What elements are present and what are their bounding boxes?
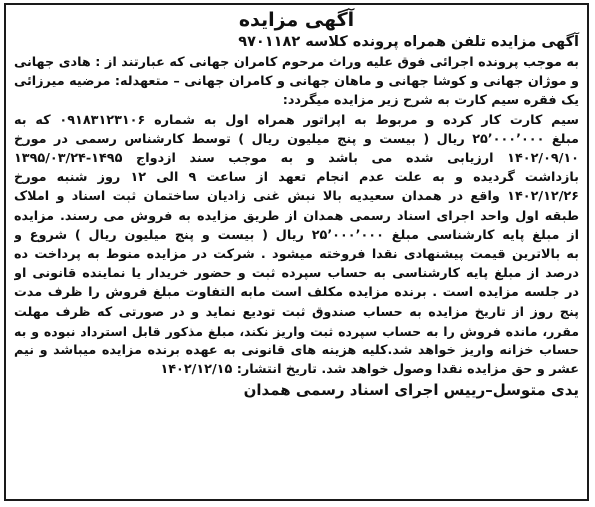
notice-title: آگهی مزایده: [238, 9, 355, 31]
notice-frame: [4, 3, 589, 501]
body-line: ۱۴۰۲/۰۹/۱۰ ارزیابی شده می باشد و به موجب سند ازدواج ۱۴۹۵-۱۳۹۵/۰۳/۲۴: [14, 151, 579, 167]
body-line: در جلسه مزایده است . برنده مزایده مکلف است مابه التفاوت مبلغ فروش را ظرف مدت: [14, 285, 579, 301]
body-line: مقرر، مانده فروش را به حساب سپرده ثبت واریز نکند، مبلغ مذکور قابل استرداد نبوده و به: [14, 323, 579, 339]
body-line-publish-date: عشر و حق مزایده نقدا وصول خواهد شد. تاریخ انتشار: ۱۴۰۲/۱۲/۱۵: [160, 362, 579, 378]
case-number-line: آگهی مزایده تلفن همراه پرونده کلاسه ۹۷۰۱۱۸۲: [238, 34, 579, 50]
signature-line: یدی متوسل–رییس اجرای اسناد رسمی همدان: [243, 381, 579, 400]
body-line: ۱۴۰۲/۱۲/۲۶ واقع در همدان سعیدیه بالا نبش غنی زادیان ساختمان ثبت اسناد و املاک: [14, 189, 579, 205]
body-line: یک فقره سیم کارت به شرح زیر مزایده میگردد:: [282, 93, 579, 109]
body-line: از مبلغ پایه کارشناسی مبلغ ۲۵٬۰۰۰٬۰۰۰ ریال ( بیست و پنج میلیون ریال ) شروع و: [14, 227, 579, 243]
body-line: درصد از مبلغ پایه کارشناسی به حساب سپرده ثبت و حضور خریدار یا نماینده قانونی او: [14, 266, 579, 282]
body-line: طبقه اول واحد اجرای اسناد رسمی همدان از طریق مزایده به فروش می رسند. مزایده: [14, 208, 579, 224]
body-line: حساب خزانه واریز خواهد شد.کلیه هزینه های قانونی به عهده برنده مزایده میباشد و نیم: [14, 343, 579, 359]
body-line: مبلغ ۲۵٬۰۰۰٬۰۰۰ ریال ( بیست و پنج میلیون ریال ) توسط کارشناس رسمی در مورخ: [14, 131, 579, 147]
body-line: بازداشت گردیده و به علت عدم انجام تعهد از ساعت ۹ الی ۱۲ روز شنبه مورخ: [14, 170, 579, 186]
notice-body: [14, 53, 579, 379]
body-line: سیم کارت کار کرده و مربوط به اپراتور همراه اول به شماره ۰۹۱۸۳۱۲۳۱۰۶ که به: [14, 112, 579, 128]
body-line: به بالاترین قیمت پیشنهادی نقدا فروخته میشود . شرکت در مزایده منوط به پرداخت ده: [14, 247, 579, 263]
body-line: به موجب پرونده اجرائی فوق علیه وراث مرحوم کامران جهانی که عبارتند از : هادی جهانی: [14, 55, 579, 70]
body-line: پنج روز از تاریخ مزایده به حساب صندوق ثبت تودیع نماید و در صورتی که ظرف مهلت: [14, 304, 579, 320]
body-line: و موژان جهانی و کوشا جهانی و ماهان جهانی و کامران جهانی – متعهدله: مرضیه میرزائی: [14, 74, 579, 90]
